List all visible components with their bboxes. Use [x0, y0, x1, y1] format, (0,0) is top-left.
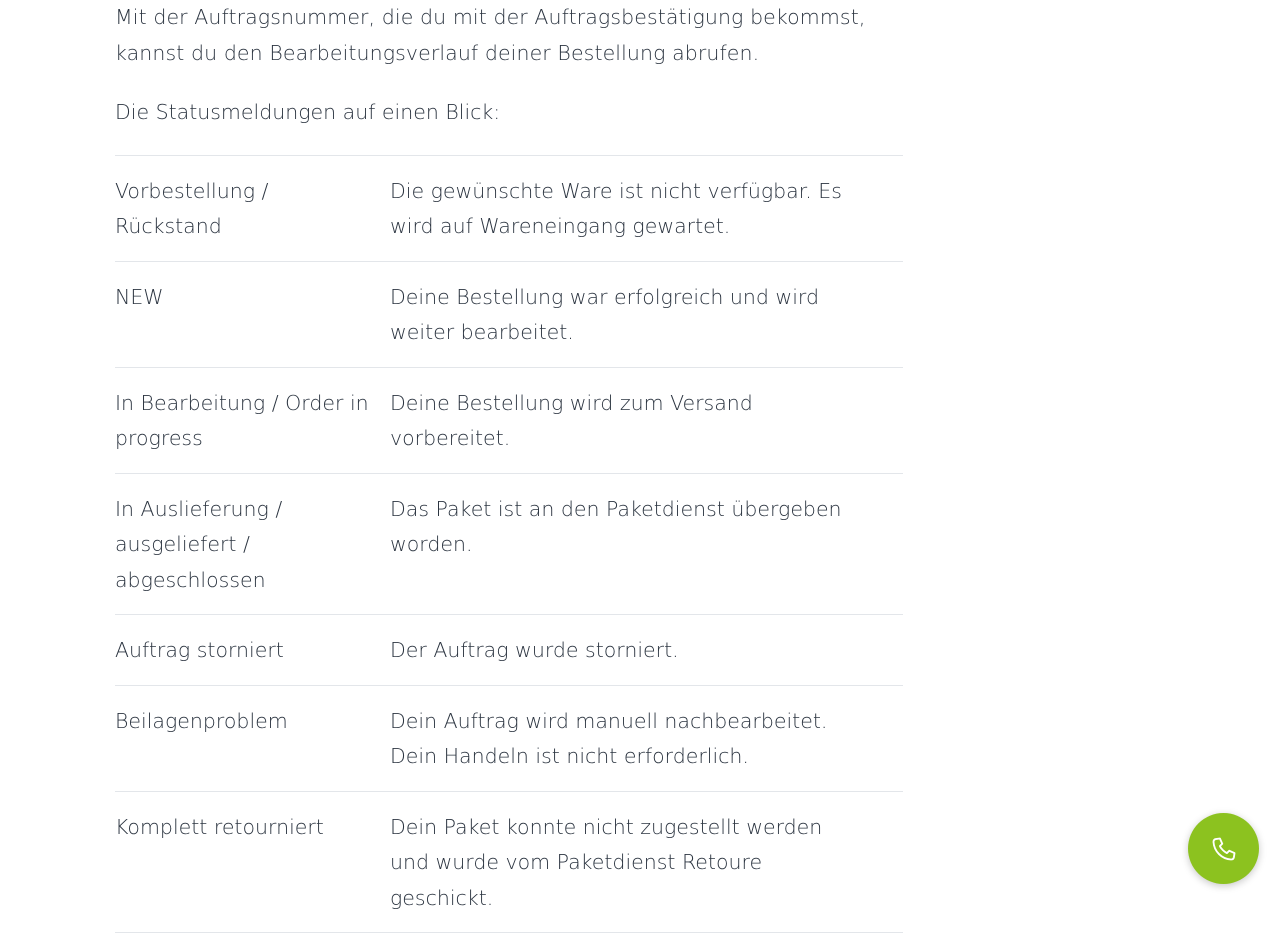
status-name: Vorbestellung / Rückstand	[115, 174, 390, 245]
status-name: Komplett retourniert	[115, 810, 390, 917]
table-row	[115, 791, 903, 933]
status-description: Deine Bestellung wird zum Versand vorbereitet.	[390, 386, 860, 457]
status-name: Auftrag storniert	[115, 633, 390, 669]
status-table	[115, 155, 903, 933]
status-description: Deine Bestellung war erfolgreich und wird weiter bearbeitet.	[390, 280, 860, 351]
table-row	[115, 473, 903, 615]
call-button[interactable]	[1188, 813, 1259, 884]
status-name: NEW	[115, 280, 390, 351]
status-name: In Auslieferung / ausgeliefert / abgeschlossen	[115, 492, 390, 599]
phone-icon	[1210, 835, 1238, 863]
table-row	[115, 685, 903, 791]
table-row	[115, 261, 903, 367]
status-description: Dein Paket konnte nicht zugestellt werden und wurde vom Paketdienst Retoure geschickt.	[390, 810, 860, 917]
status-description: Die gewünschte Ware ist nicht verfügbar. Es wird auf Wareneingang gewartet.	[390, 174, 860, 245]
table-row	[115, 367, 903, 473]
status-description: Dein Auftrag wird manuell nachbearbeitet. Dein Handeln ist nicht erforderlich.	[390, 704, 860, 775]
intro-paragraph: Mit der Auftragsnummer, die du mit der Auftragsbestätigung bekommst, kannst du den Bearbeitungsverlauf deiner Bestellung abrufen.	[115, 0, 905, 71]
table-row	[115, 155, 903, 261]
status-name: In Bearbeitung / Order in progress	[115, 386, 390, 457]
main-content	[115, 0, 903, 933]
status-description: Der Auftrag wurde storniert.	[390, 633, 860, 669]
status-description: Das Paket ist an den Paketdienst übergeben worden.	[390, 492, 860, 599]
status-name: Beilagenproblem	[115, 704, 390, 775]
status-overview-heading: Die Statusmeldungen auf einen Blick:	[115, 95, 903, 131]
table-row	[115, 614, 903, 685]
